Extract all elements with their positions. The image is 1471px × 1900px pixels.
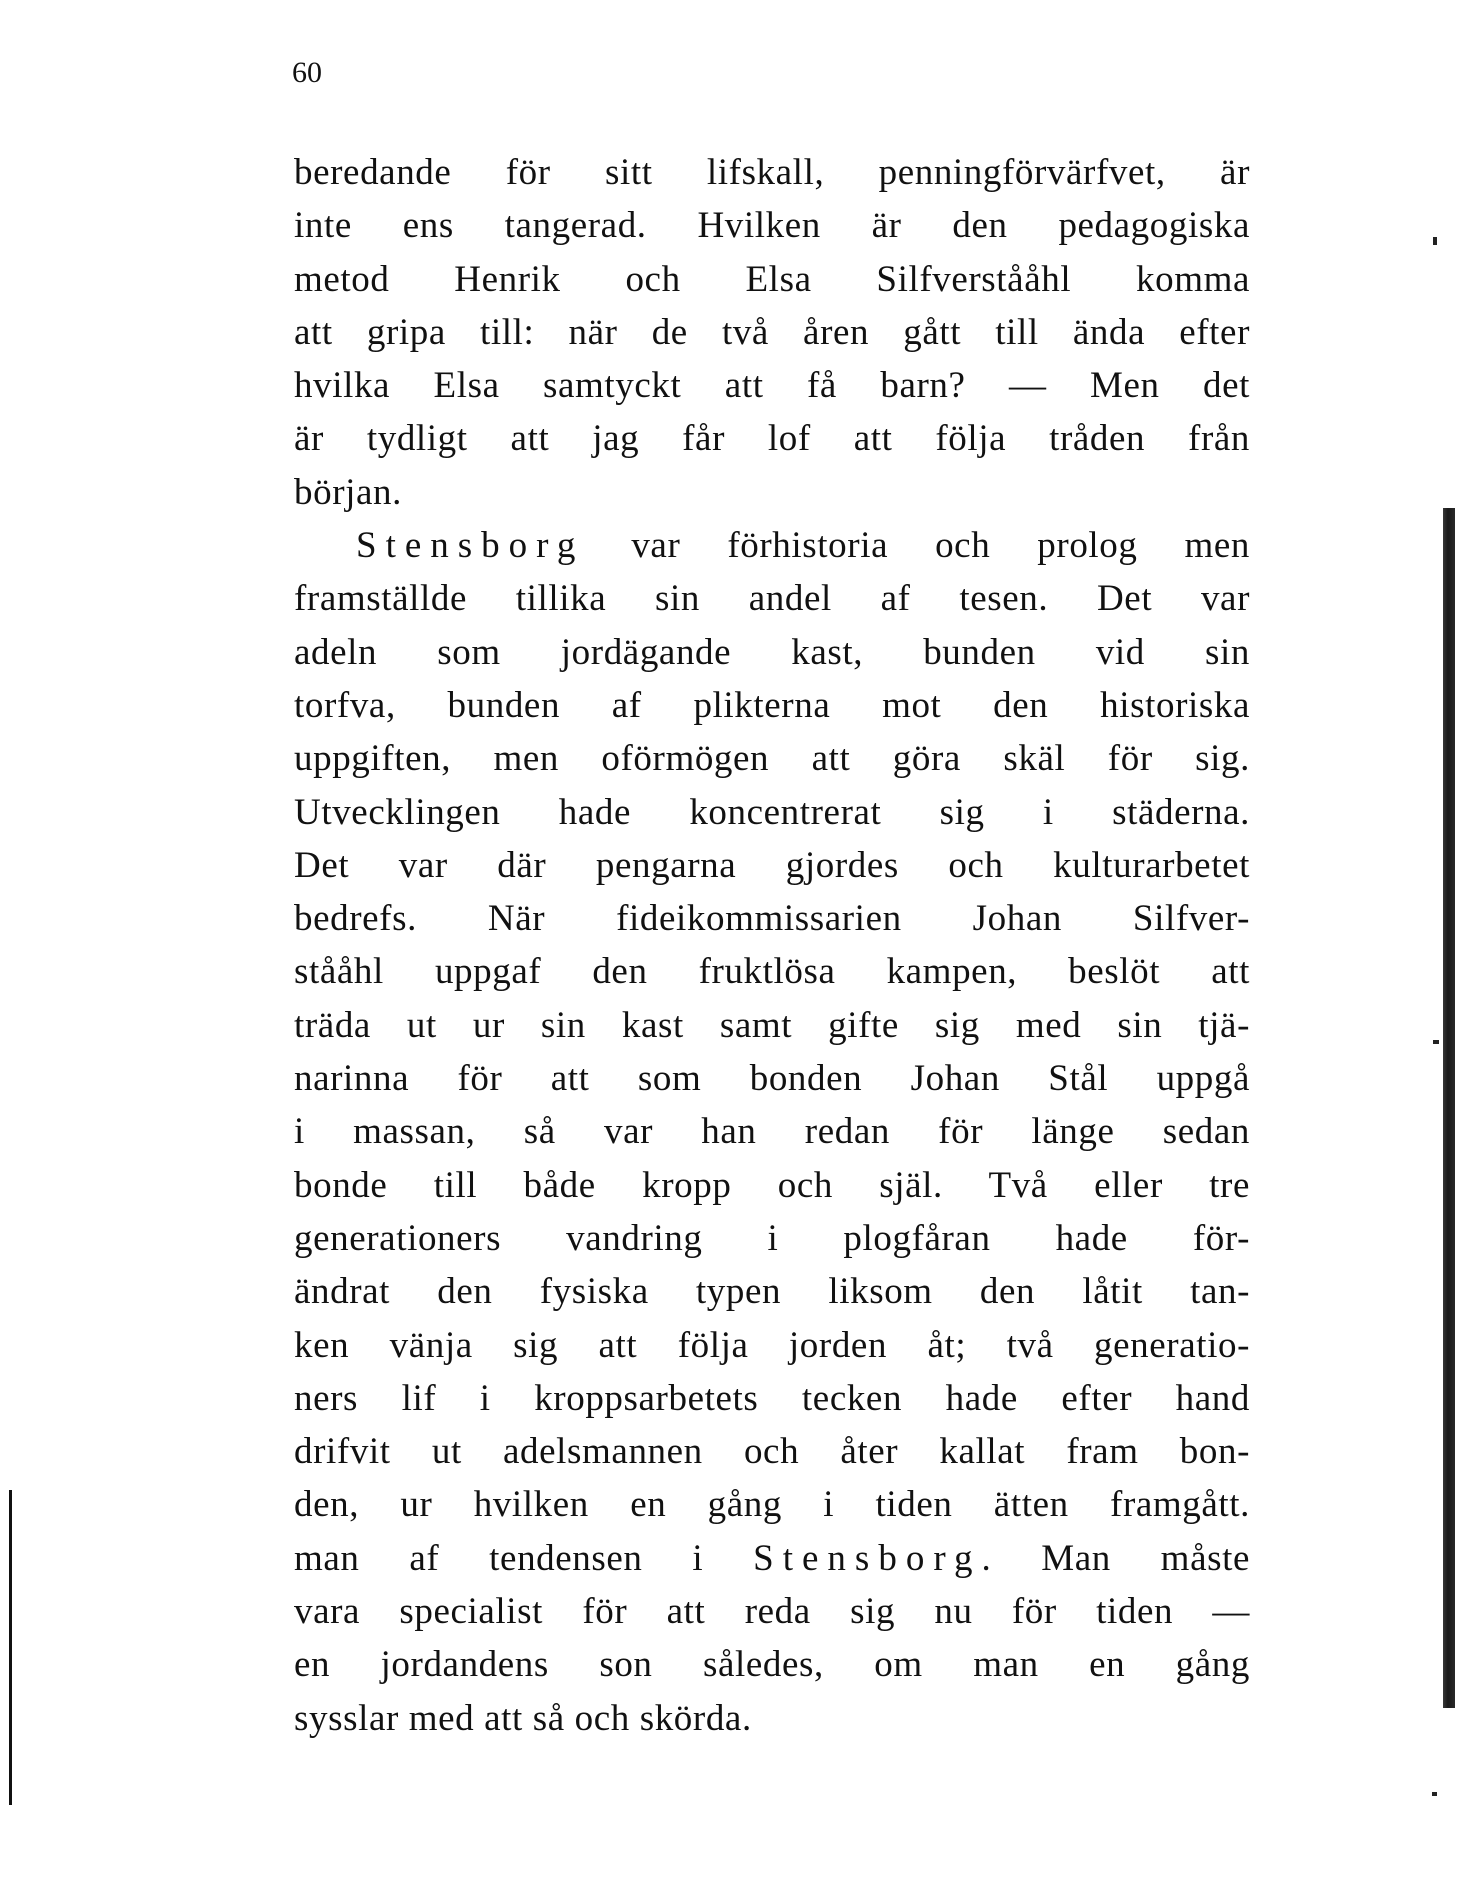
scan-speck — [1433, 1040, 1439, 1044]
text-line: i massan, så var han redan för länge sedan — [294, 1111, 1250, 1153]
text-line: bedrefs. När fideikommissarien Johan Silfver- — [294, 898, 1250, 940]
page-number: 60 — [292, 56, 322, 89]
text-line: generationers vandring i plogfåran hade för- — [294, 1217, 1250, 1259]
text-line: metod Henrik och Elsa Silfverstååhl komma — [294, 258, 1250, 300]
text-line: början. — [294, 471, 402, 513]
paragraph-first-line — [294, 519, 1250, 572]
text-line: ners lif i kroppsarbetets tecken hade efter hand — [294, 1377, 1250, 1419]
body-text — [294, 146, 1250, 1745]
text-line: bonde till både kropp och själ. Två eller tre — [294, 1164, 1250, 1206]
text-line: torfva, bunden af plikterna mot den historiska — [294, 684, 1250, 726]
text-line: stååhl uppgaf den fruktlösa kampen, beslöt att — [294, 951, 1250, 993]
text-line: uppgiften, men oförmögen att göra skäl för sig. — [294, 738, 1250, 780]
scan-speck — [1432, 1792, 1437, 1796]
text-line: träda ut ur sin kast samt gifte sig med sin tjä- — [294, 1004, 1250, 1046]
text-line: hvilka Elsa samtyckt att få barn? — Men det — [294, 365, 1250, 407]
text-line: framställde tillika sin andel af tesen. Det var — [294, 578, 1250, 620]
text-line: den, ur hvilken en gång i tiden ätten framgått. — [294, 1484, 1250, 1526]
text-line: att gripa till: när de två åren gått till ända efter — [294, 311, 1250, 353]
text-line: Utvecklingen hade koncentrerat sig i städerna. — [294, 791, 1250, 833]
text-fragment: . Man måste — [981, 1537, 1250, 1579]
text-line: Det var där pengarna gjordes och kulturarbetet — [294, 844, 1250, 886]
text-line: en jordandens son således, om man en gång — [294, 1644, 1250, 1686]
emphasized-title: Stensborg — [356, 525, 585, 567]
emphasized-title: Stensborg — [753, 1537, 982, 1579]
text-line — [294, 1532, 1250, 1585]
text-line: är tydligt att jag får lof att följa tråden från — [294, 418, 1250, 460]
text-line: vara specialist för att reda sig nu för tiden — — [294, 1591, 1250, 1633]
binding-shadow — [1443, 508, 1455, 1708]
text-line: drifvit ut adelsmannen och åter kallat fram bon- — [294, 1431, 1250, 1473]
text-fragment: var förhistoria och prolog men — [584, 525, 1250, 567]
text-line: sysslar med att så och skörda. — [294, 1697, 752, 1739]
text-line: ken vänja sig att följa jorden åt; två generatio- — [294, 1324, 1250, 1366]
text-line: adeln som jordägande kast, bunden vid sin — [294, 631, 1250, 673]
text-line: ändrat den fysiska typen liksom den låtit tan- — [294, 1271, 1250, 1313]
text-fragment: man af tendensen i — [294, 1537, 754, 1579]
page-edge-line — [9, 1490, 12, 1805]
text-line: narinna för att som bonden Johan Stål uppgå — [294, 1058, 1250, 1100]
scan-speck — [1433, 237, 1437, 245]
text-line: beredande för sitt lifskall, penningförvärfvet, är — [294, 152, 1250, 193]
text-line: inte ens tangerad. Hvilken är den pedagogiska — [294, 205, 1250, 247]
